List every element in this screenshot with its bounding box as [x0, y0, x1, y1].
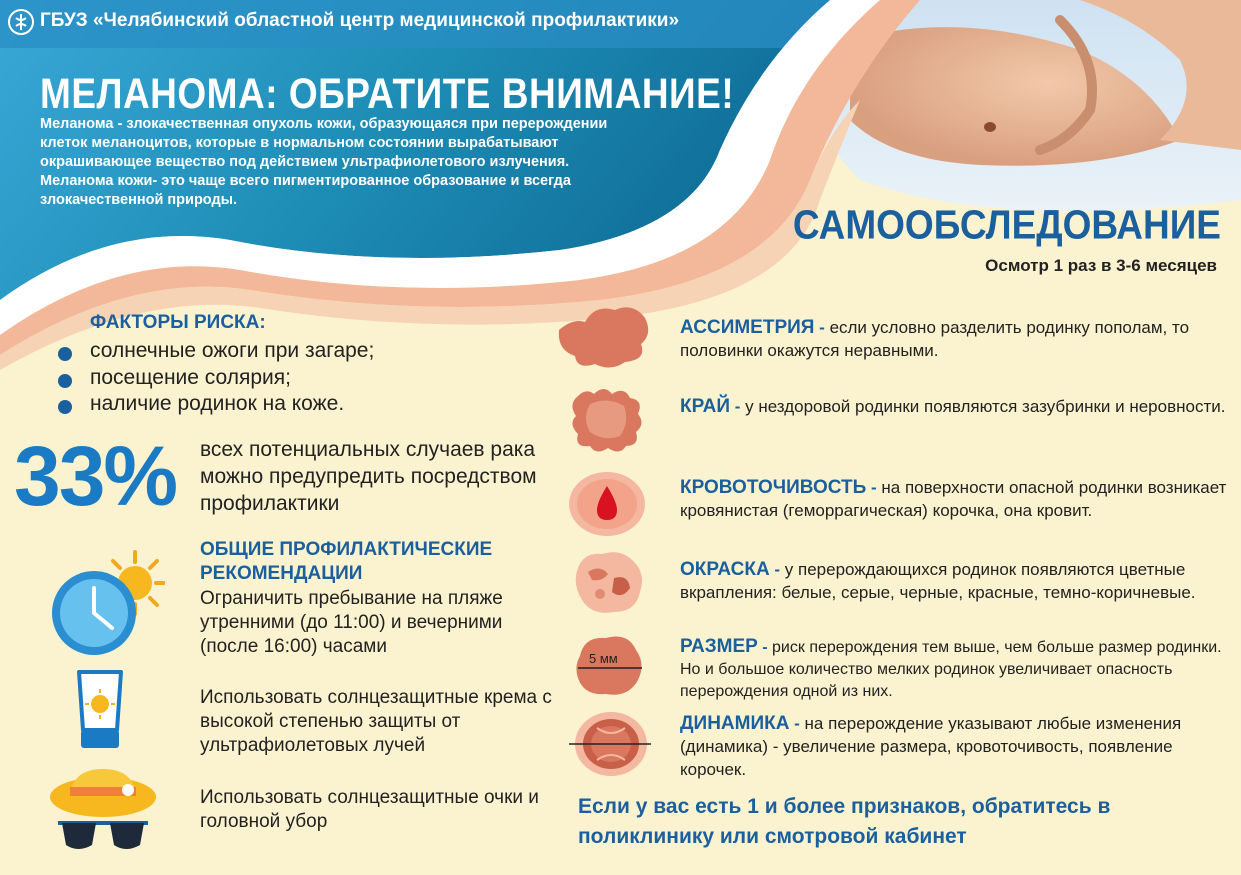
organization-name: ГБУЗ «Челябинский областной центр медицинской профилактики» [40, 10, 680, 31]
sign-name: ДИНАМИКА [680, 713, 790, 734]
risk-item: наличие родинок на коже. [58, 391, 374, 418]
sign-dynamics [680, 712, 1230, 781]
sign-text: если условно разделить родинку пополам, то половинки окажутся неравными. [680, 318, 1190, 360]
sign-dash: - [789, 714, 805, 733]
risk-list [58, 338, 374, 418]
recommendation-item: Ограничить пребывание на пляже утренними (до 11:00) и вечерними (после 16:00) часами [200, 588, 503, 657]
mole-color-icon [572, 548, 646, 616]
sign-dash: - [757, 639, 773, 656]
intro-text: Меланома - злокачественная опухоль кожи, образующаяся при перерождении клеток меланоцитов, которые в нормальном состоянии вырабатывают окрашивающее вещество под действием ультрафиолетового излучения. Меланома кожи- это чаще всего пигментированное образование и всегда злокачественной природы. [40, 116, 608, 208]
hat-glasses-icon [48, 765, 158, 855]
sign-name: КРАЙ [680, 396, 730, 417]
sign-dash: - [866, 478, 882, 497]
call-to-action: Если у вас есть 1 и более признаков, обратитесь в поликлинику или смотровой кабинет [578, 795, 1111, 848]
recommendation-item: Использовать солнцезащитные очки и головной убор [200, 787, 539, 832]
recommendation-item: Использовать солнцезащитные крема с высокой степенью защиты от ультрафиолетовых лучей [200, 687, 552, 756]
stat-text: всех потенциальных случаев рака можно предупредить посредством профилактики [200, 438, 537, 515]
sign-name: КРОВОТОЧИВОСТЬ [680, 477, 867, 498]
sign-border [680, 395, 1230, 418]
logo-icon [8, 9, 34, 35]
mole-asymmetry-icon [555, 300, 655, 372]
recommendations-title: ОБЩИЕ ПРОФИЛАКТИЧЕСКИЕ РЕКОМЕНДАЦИИ [200, 539, 493, 584]
mole-dynamics-icon [567, 708, 653, 778]
sign-name: АССИМЕТРИЯ [680, 317, 815, 338]
sign-text: на перерождение указывают любые изменения (динамика) - увеличение размера, кровоточивость, появление корочек. [680, 714, 1182, 779]
mole-bleeding-icon [567, 470, 647, 538]
sign-dash: - [814, 318, 830, 337]
stat-value: 33% [14, 429, 177, 523]
sign-name: РАЗМЕР [680, 636, 758, 657]
sign-dash: - [729, 397, 746, 416]
sign-text: на поверхности опасной родинки возникает кровянистая (геморрагическая) корочка, она кровит. [680, 478, 1227, 520]
sign-dash: - [769, 560, 785, 579]
sign-text: у перерождающихся родинок появляются цветные вкрапления: белые, серые, черные, красные, темно-коричневые. [680, 560, 1196, 602]
sign-bleeding [680, 476, 1230, 522]
sunscreen-icon [75, 668, 125, 750]
sign-text: у нездоровой родинки появляются зазубринки и неровности. [745, 397, 1226, 416]
sign-text: риск перерождения тем выше, чем больше размер родинки. Но и большое количество мелких родинок увеличивает опасность перерождения одной из них. [680, 639, 1222, 700]
self-exam-title: САМООБСЛЕДОВАНИЕ [792, 202, 1221, 248]
risk-title: ФАКТОРЫ РИСКА: [90, 312, 266, 333]
sign-asymmetry [680, 316, 1230, 362]
size-label: 5 мм [589, 651, 618, 666]
risk-item: посещение солярия; [58, 365, 374, 392]
sign-color [680, 558, 1230, 604]
clock-sun-icon [50, 548, 165, 663]
sign-size [680, 636, 1230, 703]
mole-border-icon [568, 384, 646, 456]
page-title: МЕЛАНОМА: ОБРАТИТЕ ВНИМАНИЕ! [40, 70, 735, 118]
sign-name: ОКРАСКА [680, 559, 770, 580]
self-exam-subtitle: Осмотр 1 раз в 3-6 месяцев [985, 256, 1217, 275]
risk-item: солнечные ожоги при загаре; [58, 338, 374, 365]
